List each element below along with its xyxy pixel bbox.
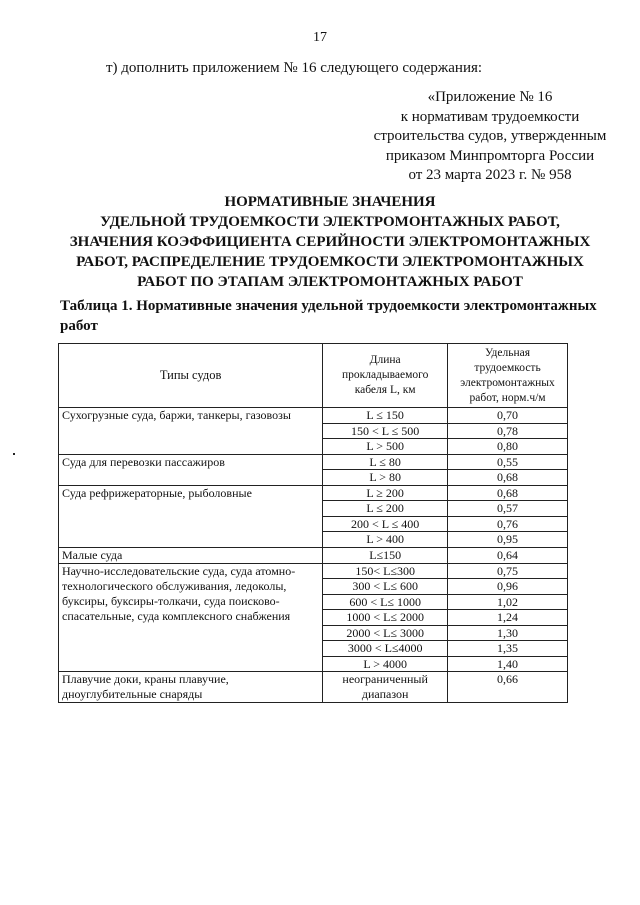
labor-value-cell: 0,57 (448, 501, 568, 517)
labor-value-cell: 0,66 (448, 672, 568, 703)
cable-length-cell: 200 < L ≤ 400 (323, 516, 448, 532)
labor-value-cell: 0,95 (448, 532, 568, 548)
title-line: УДЕЛЬНОЙ ТРУДОЕМКОСТИ ЭЛЕКТРОМОНТАЖНЫХ РАБОТ, (100, 214, 560, 230)
cable-length-cell: L ≤ 80 (323, 454, 448, 470)
title-line: ЗНАЧЕНИЯ КОЭФФИЦИЕНТА СЕРИЙНОСТИ ЭЛЕКТРОМОНТАЖНЫХ (69, 234, 591, 250)
ship-type-cell: Малые суда (59, 547, 323, 563)
cable-length-cell: 1000 < L≤ 2000 (323, 610, 448, 626)
table-row (59, 563, 568, 579)
appendix-line: к нормативам трудоемкости (400, 108, 580, 125)
ship-type-cell: Сухогрузные суда, баржи, танкеры, газовозы (59, 408, 323, 455)
header-cable-length: Длина прокладываемого кабеля L, км (323, 344, 448, 408)
labor-value-cell: 0,96 (448, 579, 568, 595)
appendix-line: «Приложение № 16 (427, 89, 553, 105)
ship-type-cell: Суда для перевозки пассажиров (59, 454, 323, 485)
labor-value-cell: 1,02 (448, 594, 568, 610)
cable-length-cell: 600 < L≤ 1000 (323, 594, 448, 610)
cable-length-cell: неограниченный диапазон (323, 672, 448, 703)
cable-length-cell: 150 < L ≤ 500 (323, 423, 448, 439)
labor-value-cell: 1,35 (448, 641, 568, 657)
cable-length-cell: L ≤ 200 (323, 501, 448, 517)
table-row (59, 547, 568, 563)
table-row (59, 672, 568, 703)
cable-length-cell: L ≥ 200 (323, 485, 448, 501)
table-row (59, 408, 568, 424)
cable-length-cell: L > 400 (323, 532, 448, 548)
cable-length-cell: 3000 < L≤4000 (323, 641, 448, 657)
appendix-line: от 23 марта 2023 г. № 958 (408, 167, 572, 183)
title-line: РАБОТ, РАСПРЕДЕЛЕНИЕ ТРУДОЕМКОСТИ ЭЛЕКТРОМОНТАЖНЫХ (76, 254, 584, 270)
document-title (60, 192, 600, 292)
appendix-line: строительства судов, утвержденным (373, 128, 607, 144)
cable-length-cell: 300 < L≤ 600 (323, 579, 448, 595)
cable-length-cell: L > 4000 (323, 656, 448, 672)
scan-mark (13, 453, 15, 455)
labor-value-cell: 0,76 (448, 516, 568, 532)
table-row (59, 485, 568, 501)
table-body (59, 408, 568, 703)
intro-line: т) дополнить приложением № 16 следующего содержания: (106, 60, 483, 76)
labor-value-cell: 0,68 (448, 485, 568, 501)
table-row (59, 454, 568, 470)
labor-value-cell: 0,78 (448, 423, 568, 439)
page-number: 17 (313, 30, 327, 45)
title-line: РАБОТ ПО ЭТАПАМ ЭЛЕКТРОМОНТАЖНЫХ РАБОТ (137, 274, 523, 290)
norms-table (58, 343, 568, 703)
labor-value-cell: 0,64 (448, 547, 568, 563)
cable-length-cell: 150< L≤300 (323, 563, 448, 579)
header-ship-types: Типы судов (59, 344, 323, 408)
labor-value-cell: 0,80 (448, 439, 568, 455)
labor-value-cell: 0,55 (448, 454, 568, 470)
cable-length-cell: L ≤ 150 (323, 408, 448, 424)
labor-value-cell: 1,24 (448, 610, 568, 626)
labor-value-cell: 0,75 (448, 563, 568, 579)
header-specific-labor: Удельная трудоемкость электромонтажных работ, норм.ч/м (448, 344, 568, 408)
ship-type-cell: Плавучие доки, краны плавучие, дноуглубительные снаряды (59, 672, 323, 703)
labor-value-cell: 1,30 (448, 625, 568, 641)
cable-length-cell: L≤150 (323, 547, 448, 563)
cable-length-cell: L > 500 (323, 439, 448, 455)
appendix-header (360, 88, 620, 186)
labor-value-cell: 0,68 (448, 470, 568, 486)
cable-length-cell: L > 80 (323, 470, 448, 486)
table-header-row (59, 344, 568, 408)
table-caption: Таблица 1. Нормативные значения удельной трудоемкости электромонтажных работ (60, 298, 597, 334)
cable-length-cell: 2000 < L≤ 3000 (323, 625, 448, 641)
title-line: НОРМАТИВНЫЕ ЗНАЧЕНИЯ (224, 194, 436, 210)
labor-value-cell: 0,70 (448, 408, 568, 424)
appendix-line: приказом Минпромторга России (385, 147, 595, 164)
ship-type-cell: Суда рефрижераторные, рыболовные (59, 485, 323, 547)
ship-type-cell: Научно-исследовательские суда, суда атомно-технологического обслуживания, ледоколы, буксиры, буксиры-толкачи, суда поисково-спасательные, суда комплексного снабжения (59, 563, 323, 672)
labor-value-cell: 1,40 (448, 656, 568, 672)
